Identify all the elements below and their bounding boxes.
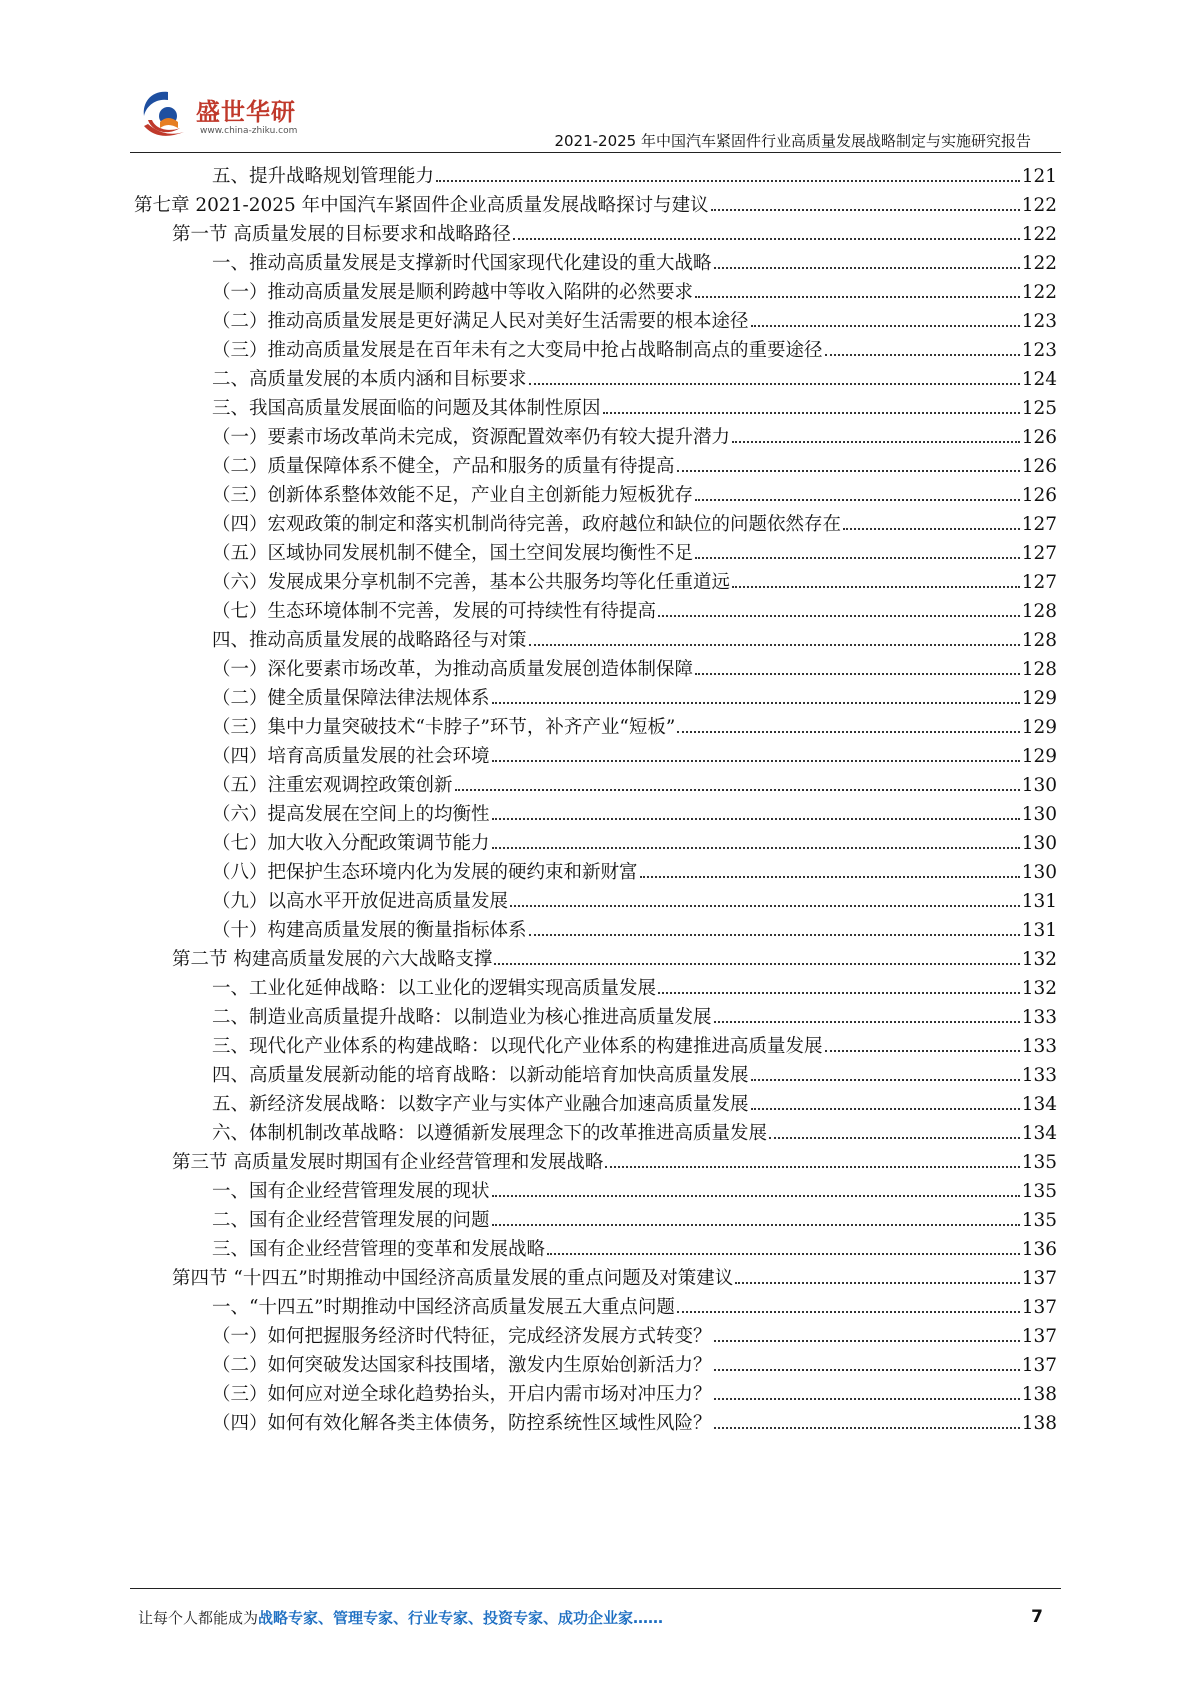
toc-dot-leader: [751, 1065, 1020, 1081]
toc-dot-leader: [605, 1152, 1019, 1168]
toc-entry-page: 134: [1021, 1123, 1057, 1144]
toc-entry-title: （一）要素市场改革尚未完成，资源配置效率仍有较大提升潜力: [212, 427, 731, 448]
footer-divider: [130, 1588, 1061, 1589]
logo-name: 盛世华研: [196, 98, 296, 126]
toc-entry-page: 137: [1021, 1268, 1057, 1289]
toc-dot-leader: [455, 775, 1020, 791]
logo-emblem-icon: [138, 86, 198, 146]
toc-entry-page: 128: [1021, 601, 1057, 622]
toc-entry-page: 137: [1021, 1297, 1057, 1318]
toc-entry-title: （二）质量保障体系不健全，产品和服务的质量有待提高: [212, 456, 675, 477]
toc-entry-title: 五、提升战略规划管理能力: [212, 166, 435, 187]
toc-entry-title: （八）把保护生态环境内化为发展的硬约束和新财富: [212, 862, 638, 883]
toc-entry[interactable]: [212, 394, 1057, 424]
toc-entry-page: 134: [1021, 1094, 1057, 1115]
toc-dot-leader: [492, 746, 1020, 762]
toc-dot-leader: [732, 572, 1020, 588]
toc-entry-page: 136: [1021, 1239, 1057, 1260]
toc-entry[interactable]: [172, 1148, 1057, 1178]
toc-entry[interactable]: [134, 191, 1057, 221]
toc-dot-leader: [547, 1239, 1020, 1255]
toc-entry[interactable]: [212, 771, 1057, 801]
toc-entry[interactable]: [212, 365, 1057, 395]
toc-entry-page: 124: [1021, 369, 1057, 390]
toc-entry[interactable]: [212, 1293, 1057, 1323]
toc-entry-title: （五）注重宏观调控政策创新: [212, 775, 453, 796]
toc-entry-page: 133: [1021, 1007, 1057, 1028]
toc-entry[interactable]: [172, 220, 1057, 250]
toc-entry-page: 125: [1021, 398, 1057, 419]
toc-entry[interactable]: [212, 1061, 1057, 1091]
toc-dot-leader: [714, 1326, 1020, 1342]
toc-entry-page: 132: [1021, 978, 1057, 999]
toc-entry[interactable]: [212, 336, 1057, 366]
toc-entry-title: 二、国有企业经营管理发展的问题: [212, 1210, 490, 1231]
toc-entry-page: 131: [1021, 920, 1057, 941]
toc-entry-title: 第三节 高质量发展时期国有企业经营管理和发展战略: [172, 1152, 604, 1173]
report-title: 2021-2025 年中国汽车紧固件行业高质量发展战略制定与实施研究报告: [554, 132, 1031, 150]
toc-entry-page: 137: [1021, 1355, 1057, 1376]
toc-entry-page: 130: [1021, 862, 1057, 883]
toc-entry-page: 130: [1021, 775, 1057, 796]
toc-entry-title: 一、“十四五”时期推动中国经济高质量发展五大重点问题: [212, 1297, 675, 1318]
toc-dot-leader: [735, 1268, 1019, 1284]
toc-dot-leader: [603, 398, 1020, 414]
toc-entry[interactable]: [172, 1264, 1057, 1294]
toc-entry[interactable]: [212, 1322, 1057, 1352]
toc-entry-page: 126: [1021, 456, 1057, 477]
toc-entry-page: 133: [1021, 1065, 1057, 1086]
toc-entry-title: （九）以高水平开放促进高质量发展: [212, 891, 509, 912]
toc-entry-page: 129: [1021, 688, 1057, 709]
page-footer: [138, 1607, 1043, 1628]
toc-entry-title: 一、推动高质量发展是支撑新时代国家现代化建设的重大战略: [212, 253, 712, 274]
toc-entry-page: 127: [1021, 572, 1057, 593]
toc-entry[interactable]: [212, 162, 1057, 192]
toc-entry-title: （二）推动高质量发展是更好满足人民对美好生活需要的根本途径: [212, 311, 749, 332]
toc-dot-leader: [658, 601, 1020, 617]
toc-dot-leader: [695, 659, 1020, 675]
toc-entry[interactable]: [212, 481, 1057, 511]
toc-dot-leader: [494, 949, 1019, 965]
toc-entry[interactable]: [212, 829, 1057, 859]
toc-entry-page: 123: [1021, 340, 1057, 361]
logo-url: www.china-zhiku.com: [200, 126, 298, 136]
toc-dot-leader: [714, 253, 1020, 269]
toc-entry-title: 一、国有企业经营管理发展的现状: [212, 1181, 490, 1202]
toc-entry-title: （一）推动高质量发展是顺利跨越中等收入陷阱的必然要求: [212, 282, 694, 303]
toc-entry[interactable]: [212, 307, 1057, 337]
toc-dot-leader: [769, 1123, 1020, 1139]
toc-entry-page: 122: [1021, 282, 1057, 303]
toc-dot-leader: [843, 514, 1020, 530]
toc-dot-leader: [714, 1355, 1020, 1371]
toc-entry-title: （三）创新体系整体效能不足，产业自主创新能力短板犹存: [212, 485, 694, 506]
toc-entry-page: 122: [1021, 195, 1057, 216]
toc-entry[interactable]: [212, 1003, 1057, 1033]
toc-entry-page: 130: [1021, 833, 1057, 854]
toc-entry-title: 四、高质量发展新动能的培育战略：以新动能培育加快高质量发展: [212, 1065, 749, 1086]
toc-entry-title: （四）如何有效化解各类主体债务，防控系统性区域性风险？: [212, 1413, 712, 1434]
toc-entry-title: 第一节 高质量发展的目标要求和战略路径: [172, 224, 511, 245]
toc-entry[interactable]: [212, 1380, 1057, 1410]
toc-entry[interactable]: [172, 945, 1057, 975]
toc-entry-title: 二、高质量发展的本质内涵和目标要求: [212, 369, 527, 390]
toc-entry-title: 六、体制机制改革战略：以遵循新发展理念下的改革推进高质量发展: [212, 1123, 768, 1144]
toc-entry-title: （三）如何应对逆全球化趋势抬头，开启内需市场对冲压力？: [212, 1384, 712, 1405]
toc-entry-page: 137: [1021, 1326, 1057, 1347]
toc-entry[interactable]: [212, 858, 1057, 888]
toc-dot-leader: [513, 224, 1020, 240]
toc-entry-page: 127: [1021, 514, 1057, 535]
toc-entry[interactable]: [212, 278, 1057, 308]
toc-entry[interactable]: [212, 452, 1057, 482]
toc-entry-page: 129: [1021, 746, 1057, 767]
toc-dot-leader: [492, 804, 1020, 820]
toc-entry-page: 132: [1021, 949, 1057, 970]
toc-entry-page: 122: [1021, 253, 1057, 274]
toc-entry-page: 135: [1021, 1152, 1057, 1173]
toc-entry-page: 133: [1021, 1036, 1057, 1057]
toc-entry-title: 三、现代化产业体系的构建战略：以现代化产业体系的构建推进高质量发展: [212, 1036, 823, 1057]
toc-dot-leader: [825, 1036, 1020, 1052]
toc-entry-title: （二）健全质量保障法律法规体系: [212, 688, 490, 709]
toc-dot-leader: [695, 543, 1020, 559]
toc-entry[interactable]: [212, 887, 1057, 917]
toc-entry-page: 123: [1021, 311, 1057, 332]
toc-entry-page: 121: [1021, 166, 1057, 187]
toc-entry[interactable]: [212, 249, 1057, 279]
toc-entry-title: （十）构建高质量发展的衡量指标体系: [212, 920, 527, 941]
toc-dot-leader: [695, 282, 1020, 298]
toc-entry[interactable]: [212, 1032, 1057, 1062]
toc-entry-page: 135: [1021, 1210, 1057, 1231]
toc-entry-page: 138: [1021, 1384, 1057, 1405]
toc-dot-leader: [732, 427, 1020, 443]
toc-entry-title: 三、国有企业经营管理的变革和发展战略: [212, 1239, 546, 1260]
toc-entry[interactable]: [212, 510, 1057, 540]
toc-entry[interactable]: [212, 597, 1057, 627]
toc-entry-page: 128: [1021, 630, 1057, 651]
toc-entry[interactable]: [212, 1119, 1057, 1149]
toc-dot-leader: [492, 1210, 1020, 1226]
toc-entry[interactable]: [212, 539, 1057, 569]
toc-entry-title: （六）发展成果分享机制不完善，基本公共服务均等化任重道远: [212, 572, 731, 593]
toc-entry-page: 126: [1021, 485, 1057, 506]
toc-dot-leader: [677, 456, 1020, 472]
toc-dot-leader: [529, 630, 1020, 646]
toc-entry-title: （五）区域协同发展机制不健全，国土空间发展均衡性不足: [212, 543, 694, 564]
toc-entry[interactable]: [212, 742, 1057, 772]
toc-entry[interactable]: [212, 1090, 1057, 1120]
toc-entry[interactable]: [212, 1235, 1057, 1265]
toc-entry-title: （三）集中力量突破技术“卡脖子”环节，补齐产业“短板”: [212, 717, 676, 738]
toc-entry-page: 127: [1021, 543, 1057, 564]
toc-entry-title: 第四节 “十四五”时期推动中国经济高质量发展的重点问题及对策建议: [172, 1268, 734, 1289]
toc-dot-leader: [529, 920, 1020, 936]
page-header: [0, 0, 1191, 150]
toc-dot-leader: [658, 978, 1020, 994]
toc-entry[interactable]: [212, 800, 1057, 830]
toc-dot-leader: [714, 1384, 1020, 1400]
toc-entry[interactable]: [212, 1177, 1057, 1207]
toc-entry-title: （七）加大收入分配政策调节能力: [212, 833, 490, 854]
toc-entry-title: 第二节 构建高质量发展的六大战略支撑: [172, 949, 493, 970]
toc-dot-leader: [640, 862, 1020, 878]
toc-dot-leader: [677, 717, 1019, 733]
toc-dot-leader: [510, 891, 1020, 907]
toc-entry[interactable]: [212, 1409, 1057, 1439]
toc-entry-title: （二）如何突破发达国家科技围堵，激发内生原始创新活力？: [212, 1355, 712, 1376]
toc-entry[interactable]: [212, 1206, 1057, 1236]
toc-entry-page: 138: [1021, 1413, 1057, 1434]
toc-dot-leader: [529, 369, 1020, 385]
toc-entry[interactable]: [212, 684, 1057, 714]
toc-entry-title: 二、制造业高质量提升战略：以制造业为核心推进高质量发展: [212, 1007, 712, 1028]
toc-entry-title: 一、工业化延伸战略：以工业化的逻辑实现高质量发展: [212, 978, 657, 999]
toc-entry-page: 128: [1021, 659, 1057, 680]
page-number: 7: [1031, 1607, 1043, 1627]
toc-entry-title: 四、推动高质量发展的战略路径与对策: [212, 630, 527, 651]
toc-entry-page: 129: [1021, 717, 1057, 738]
toc-entry-page: 130: [1021, 804, 1057, 825]
toc-entry-title: （一）深化要素市场改革，为推动高质量发展创造体制保障: [212, 659, 694, 680]
toc-entry-title: （七）生态环境体制不完善，发展的可持续性有待提高: [212, 601, 657, 622]
toc-entry-title: （六）提高发展在空间上的均衡性: [212, 804, 490, 825]
toc-entry[interactable]: [212, 974, 1057, 1004]
toc-dot-leader: [714, 1413, 1020, 1429]
toc-entry[interactable]: [212, 568, 1057, 598]
toc-entry-page: 126: [1021, 427, 1057, 448]
toc-entry-title: 三、我国高质量发展面临的问题及其体制性原因: [212, 398, 601, 419]
footer-slogan: 让每个人都能成为: [138, 1609, 259, 1627]
toc-dot-leader: [714, 1007, 1020, 1023]
toc-dot-leader: [711, 195, 1020, 211]
toc-entry[interactable]: [212, 655, 1057, 685]
toc-entry[interactable]: [212, 626, 1057, 656]
company-logo: [138, 86, 318, 146]
header-divider: [130, 152, 1061, 153]
toc-dot-leader: [492, 1181, 1020, 1197]
toc-entry-title: （四）宏观政策的制定和落实机制尚待完善，政府越位和缺位的问题依然存在: [212, 514, 842, 535]
toc-entry-page: 135: [1021, 1181, 1057, 1202]
toc-entry-title: （三）推动高质量发展是在百年未有之大变局中抢占战略制高点的重要途径: [212, 340, 823, 361]
toc-entry-page: 122: [1021, 224, 1057, 245]
toc-dot-leader: [492, 833, 1020, 849]
toc-entry[interactable]: [212, 1351, 1057, 1381]
toc-entry-title: （一）如何把握服务经济时代特征，完成经济发展方式转变？: [212, 1326, 712, 1347]
toc-dot-leader: [695, 485, 1020, 501]
toc-dot-leader: [825, 340, 1020, 356]
toc-dot-leader: [677, 1297, 1020, 1313]
toc-entry[interactable]: [212, 916, 1057, 946]
toc-entry-page: 131: [1021, 891, 1057, 912]
footer-roles: 战略专家、管理专家、行业专家、投资专家、成功企业家……: [258, 1609, 664, 1627]
toc-dot-leader: [436, 166, 1020, 182]
toc-entry[interactable]: [212, 423, 1057, 453]
toc-entry-title: 第七章 2021-2025 年中国汽车紧固件企业高质量发展战略探讨与建议: [134, 195, 709, 216]
toc-dot-leader: [751, 311, 1020, 327]
toc-entry-title: 五、新经济发展战略：以数字产业与实体产业融合加速高质量发展: [212, 1094, 749, 1115]
toc-entry[interactable]: [212, 713, 1057, 743]
toc-dot-leader: [492, 688, 1020, 704]
toc-dot-leader: [751, 1094, 1020, 1110]
toc-entry-title: （四）培育高质量发展的社会环境: [212, 746, 490, 767]
